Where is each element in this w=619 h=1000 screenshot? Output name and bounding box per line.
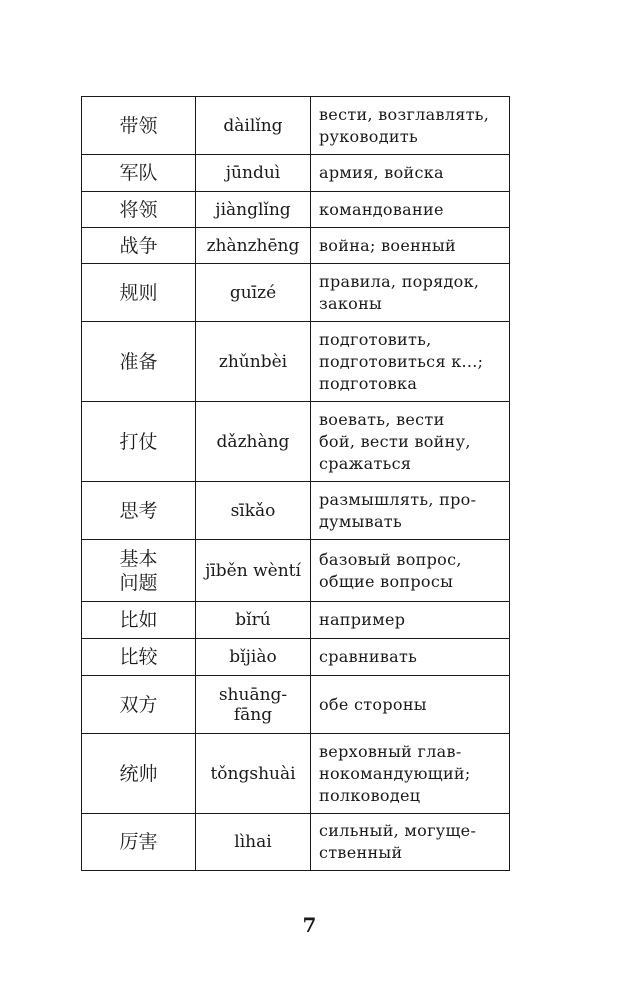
pinyin-cell bbox=[196, 402, 311, 482]
chinese-cell bbox=[82, 155, 196, 192]
translation-cell bbox=[311, 814, 510, 871]
chinese-cell bbox=[82, 602, 196, 639]
russian-translation: сравнивать bbox=[319, 647, 418, 666]
page-number: 7 bbox=[302, 913, 317, 937]
russian-translation: война; военный bbox=[319, 235, 457, 255]
translation-cell bbox=[311, 322, 510, 402]
chinese-word: 思考 bbox=[119, 499, 158, 522]
pinyin-word: jūnduì bbox=[225, 163, 281, 183]
chinese-word: 比较 bbox=[119, 646, 158, 668]
chinese-word: 基本 问题 bbox=[119, 547, 158, 594]
chinese-word: 带领 bbox=[119, 114, 158, 137]
pinyin-word: dǎzhàng bbox=[216, 431, 290, 452]
russian-translation: подготовить, подготовиться к...; подготовка bbox=[319, 329, 484, 393]
translation-cell bbox=[311, 482, 510, 540]
chinese-cell bbox=[82, 540, 196, 602]
chinese-word: 双方 bbox=[119, 693, 158, 716]
table-row bbox=[82, 814, 510, 871]
russian-translation: например bbox=[319, 610, 406, 629]
translation-cell bbox=[311, 155, 510, 192]
pinyin-cell bbox=[196, 734, 311, 814]
pinyin-word: zhǔnbèi bbox=[218, 351, 288, 372]
russian-translation: обе стороны bbox=[319, 694, 427, 714]
pinyin-word: jiànglǐng bbox=[215, 199, 291, 220]
table-row bbox=[82, 540, 510, 602]
translation-cell bbox=[311, 540, 510, 602]
russian-translation: верховный глав- нокомандующий; полководец bbox=[319, 741, 471, 805]
translation-cell bbox=[311, 602, 510, 639]
table-row bbox=[82, 155, 510, 192]
chinese-word: 规则 bbox=[119, 281, 158, 304]
chinese-word: 军队 bbox=[119, 162, 158, 184]
russian-translation: сильный, могуще- ственный bbox=[319, 821, 477, 862]
table-row bbox=[82, 264, 510, 322]
chinese-cell bbox=[82, 97, 196, 155]
table-row bbox=[82, 482, 510, 540]
translation-cell bbox=[311, 192, 510, 228]
pinyin-word: tǒngshuài bbox=[210, 763, 296, 784]
pinyin-cell bbox=[196, 602, 311, 639]
russian-translation: размышлять, про- думывать bbox=[319, 489, 477, 531]
pinyin-cell bbox=[196, 482, 311, 540]
pinyin-word: zhànzhēng bbox=[206, 235, 300, 256]
table-row bbox=[82, 402, 510, 482]
translation-cell bbox=[311, 264, 510, 322]
translation-cell bbox=[311, 676, 510, 734]
chinese-cell bbox=[82, 734, 196, 814]
pinyin-cell bbox=[196, 155, 311, 192]
chinese-cell bbox=[82, 192, 196, 228]
table-row bbox=[82, 97, 510, 155]
chinese-word: 战争 bbox=[119, 234, 158, 257]
chinese-cell bbox=[82, 264, 196, 322]
pinyin-word: bǐrú bbox=[235, 610, 271, 630]
pinyin-cell bbox=[196, 540, 311, 602]
chinese-cell bbox=[82, 228, 196, 264]
pinyin-cell bbox=[196, 639, 311, 676]
pinyin-word: guīzé bbox=[229, 282, 277, 303]
table-row bbox=[82, 192, 510, 228]
chinese-word: 打仗 bbox=[119, 430, 158, 453]
pinyin-cell bbox=[196, 228, 311, 264]
pinyin-word: lìhai bbox=[234, 832, 272, 852]
pinyin-word: shuāng- fāng bbox=[218, 684, 288, 725]
chinese-cell bbox=[82, 814, 196, 871]
table-row bbox=[82, 639, 510, 676]
chinese-cell bbox=[82, 402, 196, 482]
translation-cell bbox=[311, 97, 510, 155]
chinese-cell bbox=[82, 482, 196, 540]
russian-translation: правила, порядок, законы bbox=[319, 271, 480, 313]
chinese-word: 厉害 bbox=[119, 831, 158, 853]
pinyin-cell bbox=[196, 192, 311, 228]
pinyin-word: dàilǐng bbox=[223, 115, 283, 136]
pinyin-word: sīkǎo bbox=[230, 500, 276, 521]
translation-cell bbox=[311, 734, 510, 814]
chinese-word: 统帅 bbox=[119, 762, 158, 785]
chinese-word: 准备 bbox=[119, 350, 158, 373]
chinese-cell bbox=[82, 322, 196, 402]
chinese-cell bbox=[82, 676, 196, 734]
russian-translation: армия, войска bbox=[319, 163, 444, 182]
table-row bbox=[82, 322, 510, 402]
russian-translation: командование bbox=[319, 199, 444, 219]
chinese-word: 将领 bbox=[119, 198, 158, 221]
chinese-cell bbox=[82, 639, 196, 676]
chinese-word: 比如 bbox=[119, 609, 158, 631]
russian-translation: базовый вопрос, общие вопросы bbox=[319, 549, 462, 591]
translation-cell bbox=[311, 228, 510, 264]
table-row bbox=[82, 228, 510, 264]
pinyin-word: bǐjiào bbox=[229, 647, 277, 667]
pinyin-cell bbox=[196, 97, 311, 155]
pinyin-cell bbox=[196, 814, 311, 871]
table-row bbox=[82, 602, 510, 639]
translation-cell bbox=[311, 639, 510, 676]
pinyin-cell bbox=[196, 322, 311, 402]
vocabulary-table-body bbox=[82, 97, 510, 871]
table-row bbox=[82, 734, 510, 814]
table-row bbox=[82, 676, 510, 734]
translation-cell bbox=[311, 402, 510, 482]
pinyin-cell bbox=[196, 264, 311, 322]
vocabulary-table bbox=[81, 96, 510, 871]
russian-translation: вести, возглавлять, руководить bbox=[319, 104, 490, 146]
pinyin-cell bbox=[196, 676, 311, 734]
pinyin-word: jīběn wèntí bbox=[205, 560, 301, 581]
russian-translation: воевать, вести бой, вести войну, сражаться bbox=[319, 409, 471, 473]
